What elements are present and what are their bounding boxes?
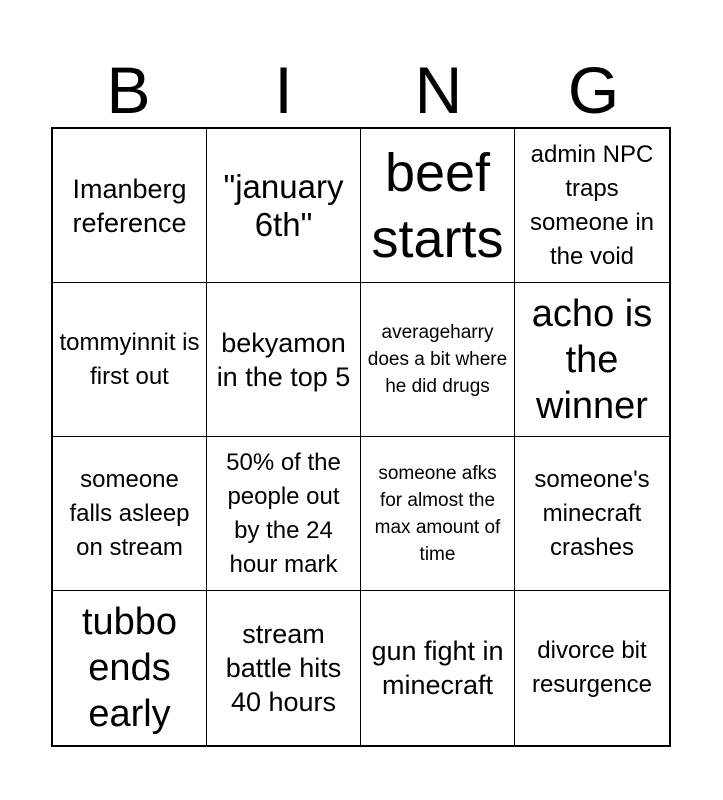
bingo-cell-r4c1[interactable] bbox=[53, 591, 207, 745]
cell-text: someone's minecraft crashes bbox=[534, 465, 650, 561]
bingo-cell-r3c2[interactable] bbox=[207, 437, 361, 591]
cell-text: admin NPC traps someone in the void bbox=[529, 140, 655, 270]
bingo-cell-r3c4[interactable] bbox=[515, 437, 669, 591]
cell-text: bekyamon in the top 5 bbox=[216, 327, 351, 392]
bingo-cell-r2c3[interactable] bbox=[361, 283, 515, 437]
cell-text: acho is the winner bbox=[531, 292, 653, 427]
cell-text: gun fight in minecraft bbox=[371, 636, 504, 700]
bingo-cell-r1c1[interactable] bbox=[53, 129, 207, 283]
cell-text: stream battle hits 40 hours bbox=[225, 619, 342, 717]
bingo-cell-r2c2[interactable] bbox=[207, 283, 361, 437]
cell-text: someone falls asleep on stream bbox=[69, 465, 190, 561]
cell-text: beef starts bbox=[371, 142, 504, 269]
header-letter-b: B bbox=[106, 53, 151, 127]
header-letter-i: I bbox=[274, 53, 293, 127]
bingo-cell-r3c1[interactable] bbox=[53, 437, 207, 591]
bingo-cell-r2c4[interactable] bbox=[515, 283, 669, 437]
bingo-cell-r1c3[interactable] bbox=[361, 129, 515, 283]
cell-text: Imanberg reference bbox=[72, 173, 187, 238]
bingo-cell-r1c4[interactable] bbox=[515, 129, 669, 283]
bingo-cell-r4c2[interactable] bbox=[207, 591, 361, 745]
bingo-cell-r3c3[interactable] bbox=[361, 437, 515, 591]
cell-text: divorce bit resurgence bbox=[531, 637, 653, 698]
header-letter-g: G bbox=[567, 53, 620, 127]
cell-text: someone afks for almost the max amount of time bbox=[374, 462, 501, 565]
bingo-cell-r2c1[interactable] bbox=[53, 283, 207, 437]
header-letter-n: N bbox=[414, 53, 463, 127]
bingo-cell-r1c2[interactable] bbox=[207, 129, 361, 283]
cell-text: 50% of the people out by the 24 hour mark bbox=[226, 448, 341, 578]
bingo-grid bbox=[51, 127, 671, 747]
cell-text: "january 6th" bbox=[223, 167, 344, 243]
cell-text: tommyinnit is first out bbox=[59, 328, 200, 390]
bingo-cell-r4c3[interactable] bbox=[361, 591, 515, 745]
bingo-header bbox=[51, 52, 671, 128]
bingo-cell-r4c4[interactable] bbox=[515, 591, 669, 745]
cell-text: tubbo ends early bbox=[81, 601, 178, 735]
cell-text: averageharry does a bit where he did drugs bbox=[367, 322, 508, 397]
